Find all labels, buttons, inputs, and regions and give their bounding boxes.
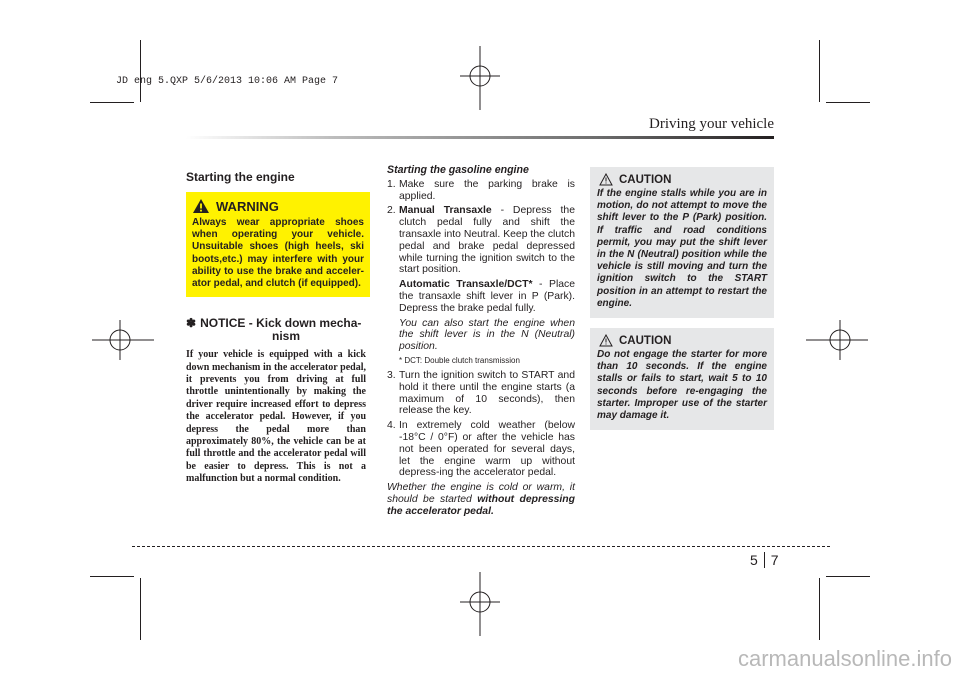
caution-label: CAUTION	[619, 334, 672, 347]
step-note: You can also start the engine when the shift lever is in the N (Neutral) position.	[399, 317, 575, 353]
notice-heading	[186, 317, 366, 343]
page-number-value: 7	[770, 552, 779, 568]
caution-text: Do not engage the starter for more than 10 seconds. If the engine stalls or fails to start, wait 5 to 10 seconds before re-engaging the starter. Improper use of the starter may damage it.	[597, 349, 767, 422]
registration-mark-icon	[456, 572, 504, 636]
notice-title-continued: nism	[272, 329, 301, 344]
step-text: - Place the transaxle shift lever in P (Park). Depress the brake pedal fully.	[399, 279, 576, 314]
step-number: 3.	[387, 369, 396, 381]
registration-mark-icon	[806, 316, 868, 364]
subsection-title: Starting the gasoline engine	[387, 164, 529, 176]
caution-box	[590, 328, 774, 430]
step-item	[387, 370, 575, 417]
step-text: - Depress the clutch pedal fully and shift the transaxle into Neutral. Keep the clutch pedal and brake pedal depressed while turning the ignition switch to the start position.	[399, 205, 575, 276]
page-number	[750, 552, 779, 568]
step-item	[387, 420, 575, 479]
chapter-number: 5	[750, 552, 758, 568]
step-item	[387, 205, 575, 276]
notice-title: Kick down mecha-	[256, 316, 362, 331]
watermark: carmanualsonline.info	[737, 646, 952, 671]
registration-mark-icon	[456, 46, 504, 110]
section-title: Starting the engine	[186, 170, 295, 184]
caution-triangle-icon	[599, 173, 613, 186]
right-column	[590, 167, 774, 430]
notice-text: If your vehicle is equipped with a kick down mechanism in the accelerator pedal, it prevents you from driving at full throttle unintentionally by making the driver require increased effort to depress the accelerator pedal. However, if you depress the pedal more than approximately 80%, the vehicle can be at full throttle and the accelerator pedal will be easier to depress. This is not a malfunction but a normal condition.	[186, 349, 366, 485]
caution-triangle-icon	[599, 334, 613, 347]
warning-box	[186, 192, 370, 297]
closing-note	[387, 482, 575, 517]
step-label: Manual Transaxle	[399, 205, 492, 217]
step-text: Make sure the parking brake is applied.	[399, 178, 575, 202]
header-rule	[186, 136, 774, 139]
step-subitem	[387, 279, 575, 314]
notice-label: NOTICE -	[200, 316, 257, 331]
caution-header	[597, 173, 767, 186]
notice-symbol: ✽	[186, 316, 197, 331]
step-label: Automatic Transaxle/DCT*	[399, 279, 533, 291]
step-number: 4.	[387, 420, 396, 432]
caution-text: If the engine stalls while you are in motion, do not attempt to move the shift lever to the P (Park) position. If traffic and road conditions permit, you may put the shift lever in the N (Neutral) position while the vehicle is still moving and turn the ignition switch to the START position in an attempt to restart the engine.	[597, 188, 767, 309]
left-column	[186, 170, 366, 486]
closing-text: Whether the engine is cold or warm, it should be started	[387, 482, 575, 505]
caution-box	[590, 167, 774, 318]
footer-rule	[132, 546, 830, 547]
step-text: In extremely cold weather (below -18°C / 0°F) or after the vehicle has not been operated for several days, let the engine warm up without depress-ing the accelerator pedal.	[399, 420, 575, 479]
warning-text: Always wear appropriate shoes when operating your vehicle. Unsuitable shoes (high heels, ski boots,etc.) may interfere with your ability to use the brake and acceler-ator pedal, and clutch (if equipped).	[192, 217, 364, 290]
step-number: 2.	[387, 205, 396, 217]
step-text: Turn the ignition switch to START and hold it there until the engine starts (a maximum of 10 seconds), then release the key.	[399, 369, 575, 417]
step-item	[387, 179, 575, 203]
page-header-title: Driving your vehicle	[649, 116, 774, 132]
step-number: 1.	[387, 178, 396, 190]
caution-header	[597, 334, 767, 347]
closing-emphasis: without depressing the accelerator pedal.	[387, 493, 575, 517]
warning-header	[192, 198, 364, 214]
print-slug: JD eng 5.QXP 5/6/2013 10:06 AM Page 7	[116, 76, 339, 87]
middle-column	[387, 165, 575, 518]
footnote: * DCT: Double clutch transmission	[399, 355, 520, 365]
warning-label: WARNING	[216, 198, 279, 214]
caution-label: CAUTION	[619, 173, 672, 186]
registration-mark-icon	[92, 316, 154, 364]
warning-triangle-icon	[192, 198, 210, 214]
